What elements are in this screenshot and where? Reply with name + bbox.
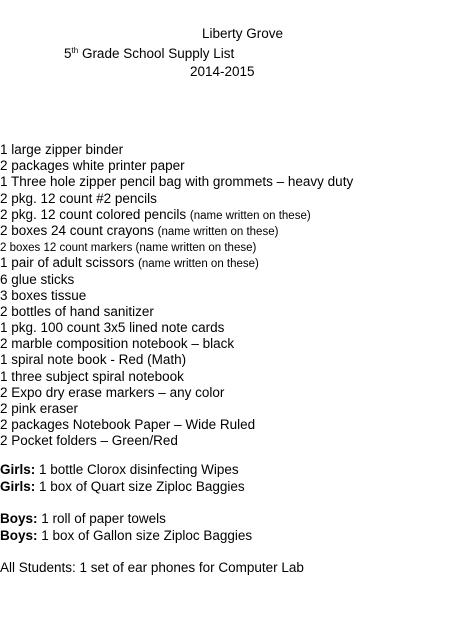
supply-item-text: 1 spiral note book - Red (Math) xyxy=(0,352,187,368)
supply-item xyxy=(0,223,353,239)
supply-item xyxy=(0,174,353,190)
supply-item-text: 2 Expo dry erase markers – any color xyxy=(0,384,225,400)
supply-item-note: 2 boxes 12 count markers (name written on these) xyxy=(0,242,257,255)
supply-item xyxy=(0,336,353,352)
supply-item-text: 2 packages Notebook Paper – Wide Ruled xyxy=(0,417,256,433)
supply-item xyxy=(0,352,353,368)
supply-item-note: (name written on these) xyxy=(138,258,259,271)
supply-item-note: (name written on these) xyxy=(189,209,311,222)
supply-list xyxy=(0,142,353,450)
all-students-list xyxy=(0,560,304,577)
girls-label: Girls: xyxy=(0,462,36,477)
supply-item-note: (name written on these) xyxy=(157,225,279,238)
supply-item xyxy=(0,417,353,433)
boys-text: 1 roll of paper towels xyxy=(37,511,166,526)
boys-label: Boys: xyxy=(0,527,38,543)
supply-item-text: 1 pair of adult scissors xyxy=(0,255,139,271)
supply-item xyxy=(0,369,353,385)
girls-item xyxy=(0,479,245,496)
supply-item xyxy=(0,401,353,417)
supply-item-text: 1 large zipper binder xyxy=(0,142,124,157)
boys-item xyxy=(0,511,252,528)
supply-item xyxy=(0,304,353,320)
supply-item-text: 3 boxes tissue xyxy=(0,287,87,303)
supply-item xyxy=(0,320,353,336)
school-year: 2014-2015 xyxy=(190,64,255,79)
supply-item xyxy=(0,385,353,401)
supply-item xyxy=(0,433,353,449)
supply-item-text: 2 boxes 24 count crayons xyxy=(0,222,158,238)
boys-label: Boys: xyxy=(0,511,38,526)
supply-item-text: 2 Pocket folders – Green/Red xyxy=(0,433,178,449)
supply-item xyxy=(0,207,353,223)
girls-text: 1 box of Quart size Ziploc Baggies xyxy=(35,478,245,494)
list-title xyxy=(64,46,234,62)
all-students-item: All Students: 1 set of ear phones for Computer Lab xyxy=(0,560,304,575)
supply-item xyxy=(0,142,353,158)
supply-item xyxy=(0,255,353,271)
boys-list xyxy=(0,511,252,544)
supply-item-text: 6 glue sticks xyxy=(0,271,75,287)
girls-list xyxy=(0,462,245,495)
supply-item-text: 2 packages white printer paper xyxy=(0,158,185,174)
supply-item-text: 2 pkg. 12 count colored pencils xyxy=(0,206,190,222)
supply-item xyxy=(0,158,353,174)
boys-item xyxy=(0,528,252,545)
supply-item-text: 1 pkg. 100 count 3x5 lined note cards xyxy=(0,320,225,336)
supply-item xyxy=(0,191,353,207)
supply-item xyxy=(0,239,353,255)
supply-item-text: 1 three subject spiral notebook xyxy=(0,368,184,384)
girls-item xyxy=(0,462,245,479)
supply-item xyxy=(0,272,353,288)
supply-item-text: 2 pkg. 12 count #2 pencils xyxy=(0,190,157,206)
supply-item xyxy=(0,288,353,304)
supply-item-text: 2 pink eraser xyxy=(0,401,79,416)
supply-item-text: 1 Three hole zipper pencil bag with grommets – heavy duty xyxy=(0,174,354,190)
grade-number: 5 xyxy=(64,46,72,61)
title-rest: Grade School Supply List xyxy=(78,46,235,61)
girls-label: Girls: xyxy=(0,478,36,494)
supply-item-text: 2 marble composition notebook – black xyxy=(0,336,235,352)
supply-item-text: 2 bottles of hand sanitizer xyxy=(0,303,154,319)
girls-text: 1 bottle Clorox disinfecting Wipes xyxy=(35,462,239,477)
school-name: Liberty Grove xyxy=(202,26,284,41)
grade-suffix: th xyxy=(71,46,79,55)
boys-text: 1 box of Gallon size Ziploc Baggies xyxy=(37,527,253,543)
